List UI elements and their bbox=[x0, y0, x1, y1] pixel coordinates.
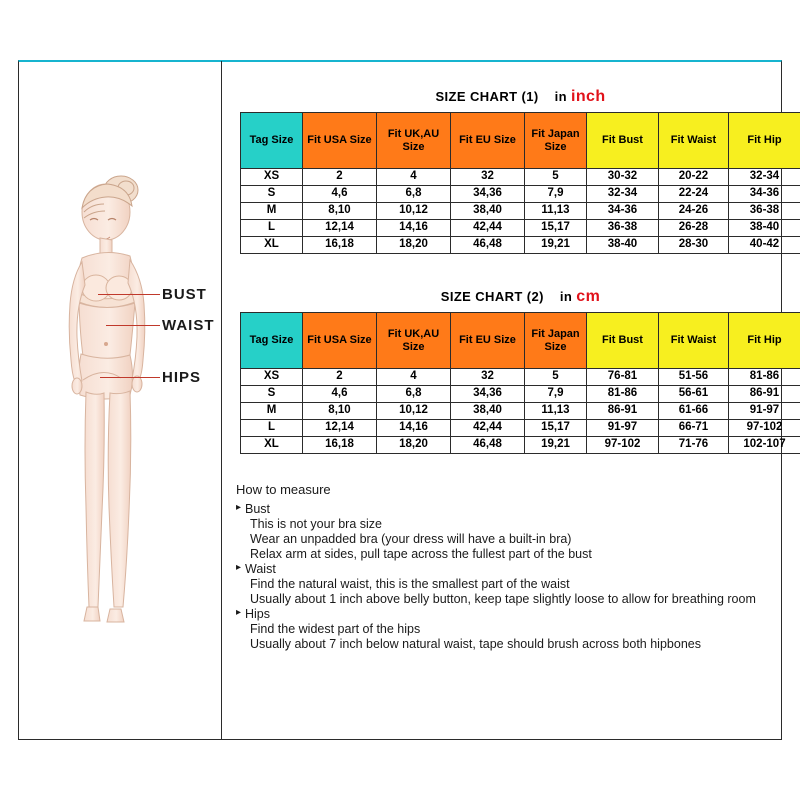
cell-tag-size: S bbox=[241, 386, 303, 403]
cell-jp: 7,9 bbox=[525, 186, 587, 203]
col-header-fit-bust: Fit Bust bbox=[587, 113, 659, 169]
table-header-row bbox=[241, 113, 800, 169]
waist-leader-line bbox=[106, 325, 160, 326]
cell-tag-size: L bbox=[241, 420, 303, 437]
cell-hip: 40-42 bbox=[729, 237, 800, 254]
cell-eu: 42,44 bbox=[451, 420, 525, 437]
cell-waist: 66-71 bbox=[659, 420, 729, 437]
cell-jp: 5 bbox=[525, 169, 587, 186]
cell-uk: 4 bbox=[377, 169, 451, 186]
size-chart-1-unit-label: in bbox=[554, 89, 567, 104]
size-chart-1-title-text: SIZE CHART (1) bbox=[435, 89, 539, 104]
cell-uk: 10,12 bbox=[377, 203, 451, 220]
table-row bbox=[241, 437, 800, 454]
cell-usa: 12,14 bbox=[303, 220, 377, 237]
cell-hip: 81-86 bbox=[729, 369, 800, 386]
col-header-fit-waist: Fit Waist bbox=[659, 313, 729, 369]
cell-hip: 36-38 bbox=[729, 203, 800, 220]
cell-tag-size: XS bbox=[241, 169, 303, 186]
cell-bust: 32-34 bbox=[587, 186, 659, 203]
cell-waist: 26-28 bbox=[659, 220, 729, 237]
cell-usa: 2 bbox=[303, 369, 377, 386]
cell-bust: 30-32 bbox=[587, 169, 659, 186]
cell-hip: 34-36 bbox=[729, 186, 800, 203]
cell-eu: 46,48 bbox=[451, 237, 525, 254]
cell-hip: 32-34 bbox=[729, 169, 800, 186]
col-header-uk-au-size: Fit UK,AU Size bbox=[377, 113, 451, 169]
cell-waist: 71-76 bbox=[659, 437, 729, 454]
cell-bust: 38-40 bbox=[587, 237, 659, 254]
col-header-japan-size: Fit Japan Size bbox=[525, 113, 587, 169]
cell-jp: 5 bbox=[525, 369, 587, 386]
cell-waist: 24-26 bbox=[659, 203, 729, 220]
cell-eu: 32 bbox=[451, 169, 525, 186]
cell-bust: 36-38 bbox=[587, 220, 659, 237]
cell-uk: 18,20 bbox=[377, 237, 451, 254]
col-header-usa-size: Fit USA Size bbox=[303, 313, 377, 369]
cell-tag-size: M bbox=[241, 403, 303, 420]
waist-line-1: Find the natural waist, this is the smallest part of the waist bbox=[250, 577, 570, 591]
cell-uk: 10,12 bbox=[377, 403, 451, 420]
table-row bbox=[241, 186, 800, 203]
col-header-eu-size: Fit EU Size bbox=[451, 113, 525, 169]
cell-jp: 15,17 bbox=[525, 420, 587, 437]
bust-line-2: Wear an unpadded bra (your dress will have a built-in bra) bbox=[250, 532, 572, 546]
table-row bbox=[241, 369, 800, 386]
cell-usa: 12,14 bbox=[303, 420, 377, 437]
cell-eu: 38,40 bbox=[451, 403, 525, 420]
cell-usa: 8,10 bbox=[303, 203, 377, 220]
table-row bbox=[241, 220, 800, 237]
cell-waist: 22-24 bbox=[659, 186, 729, 203]
cell-jp: 15,17 bbox=[525, 220, 587, 237]
cell-usa: 4,6 bbox=[303, 386, 377, 403]
cell-bust: 97-102 bbox=[587, 437, 659, 454]
cell-eu: 42,44 bbox=[451, 220, 525, 237]
bust-line-3: Relax arm at sides, pull tape across the fullest part of the bust bbox=[250, 547, 592, 561]
size-chart-2-title bbox=[240, 284, 800, 312]
cell-uk: 6,8 bbox=[377, 386, 451, 403]
cell-hip: 86-91 bbox=[729, 386, 800, 403]
cell-uk: 14,16 bbox=[377, 220, 451, 237]
cell-waist: 28-30 bbox=[659, 237, 729, 254]
female-figure-illustration bbox=[20, 62, 220, 738]
cell-uk: 14,16 bbox=[377, 420, 451, 437]
cell-bust: 34-36 bbox=[587, 203, 659, 220]
table-row bbox=[241, 203, 800, 220]
cell-hip: 97-102 bbox=[729, 420, 800, 437]
cell-usa: 16,18 bbox=[303, 437, 377, 454]
how-to-measure-group-waist bbox=[236, 562, 776, 606]
size-chart-2-block bbox=[240, 284, 800, 454]
cell-tag-size: XS bbox=[241, 369, 303, 386]
how-to-measure-section bbox=[236, 482, 776, 652]
table-header-row bbox=[241, 313, 800, 369]
cell-usa: 8,10 bbox=[303, 403, 377, 420]
col-header-tag-size: Tag Size bbox=[241, 113, 303, 169]
size-chart-2-table bbox=[240, 312, 800, 454]
cell-eu: 32 bbox=[451, 369, 525, 386]
size-chart-1-unit: inch bbox=[571, 88, 606, 105]
hips-line-2: Usually about 7 inch below natural waist, tape should brush across both hipbones bbox=[250, 637, 701, 651]
cell-jp: 11,13 bbox=[525, 203, 587, 220]
hips-line-1: Find the widest part of the hips bbox=[250, 622, 421, 636]
hips-leader-line bbox=[100, 377, 160, 378]
how-to-measure-group-bust bbox=[236, 502, 776, 561]
cell-bust: 81-86 bbox=[587, 386, 659, 403]
cell-usa: 4,6 bbox=[303, 186, 377, 203]
table-row bbox=[241, 386, 800, 403]
col-header-usa-size: Fit USA Size bbox=[303, 113, 377, 169]
size-chart-1-block bbox=[240, 84, 800, 254]
cell-jp: 11,13 bbox=[525, 403, 587, 420]
hips-label: HIPS bbox=[162, 369, 202, 386]
table-row bbox=[241, 237, 800, 254]
col-header-tag-size: Tag Size bbox=[241, 313, 303, 369]
cell-tag-size: M bbox=[241, 203, 303, 220]
col-header-fit-hip: Fit Hip bbox=[729, 313, 800, 369]
size-chart-2-unit: cm bbox=[576, 288, 601, 305]
bullet-waist: ▸ Waist bbox=[236, 562, 776, 576]
cell-tag-size: L bbox=[241, 220, 303, 237]
waist-label: WAIST bbox=[162, 317, 215, 334]
cell-jp: 7,9 bbox=[525, 386, 587, 403]
cell-uk: 18,20 bbox=[377, 437, 451, 454]
cell-bust: 86-91 bbox=[587, 403, 659, 420]
col-header-fit-hip: Fit Hip bbox=[729, 113, 800, 169]
col-header-uk-au-size: Fit UK,AU Size bbox=[377, 313, 451, 369]
cell-waist: 51-56 bbox=[659, 369, 729, 386]
cell-waist: 61-66 bbox=[659, 403, 729, 420]
cell-jp: 19,21 bbox=[525, 237, 587, 254]
table-row bbox=[241, 169, 800, 186]
cell-eu: 46,48 bbox=[451, 437, 525, 454]
bullet-hips: ▸ Hips bbox=[236, 607, 776, 621]
col-header-fit-waist: Fit Waist bbox=[659, 113, 729, 169]
figure-label-group bbox=[140, 62, 240, 738]
cell-eu: 38,40 bbox=[451, 203, 525, 220]
cell-uk: 6,8 bbox=[377, 186, 451, 203]
cell-tag-size: XL bbox=[241, 237, 303, 254]
size-chart-1-table bbox=[240, 112, 800, 254]
waist-line-2: Usually about 1 inch above belly button, keep tape slightly loose to allow for breathing room bbox=[250, 592, 756, 606]
cell-hip: 102-107 bbox=[729, 437, 800, 454]
cell-waist: 20-22 bbox=[659, 169, 729, 186]
cell-hip: 91-97 bbox=[729, 403, 800, 420]
col-header-japan-size: Fit Japan Size bbox=[525, 313, 587, 369]
size-chart-2-title-text: SIZE CHART (2) bbox=[440, 289, 544, 304]
table-row bbox=[241, 403, 800, 420]
bust-line-1: This is not your bra size bbox=[250, 517, 382, 531]
cell-tag-size: S bbox=[241, 186, 303, 203]
size-chart-1-title bbox=[240, 84, 800, 112]
bust-leader-line bbox=[98, 294, 160, 295]
size-chart-2-unit-label: in bbox=[559, 289, 573, 304]
how-to-measure-group-hips bbox=[236, 607, 776, 651]
cell-tag-size: XL bbox=[241, 437, 303, 454]
cell-usa: 2 bbox=[303, 169, 377, 186]
col-header-eu-size: Fit EU Size bbox=[451, 313, 525, 369]
cell-waist: 56-61 bbox=[659, 386, 729, 403]
table-row bbox=[241, 420, 800, 437]
cell-bust: 91-97 bbox=[587, 420, 659, 437]
cell-eu: 34,36 bbox=[451, 186, 525, 203]
cell-hip: 38-40 bbox=[729, 220, 800, 237]
cell-uk: 4 bbox=[377, 369, 451, 386]
cell-bust: 76-81 bbox=[587, 369, 659, 386]
cell-usa: 16,18 bbox=[303, 237, 377, 254]
how-to-measure-heading: How to measure bbox=[236, 482, 331, 497]
cell-jp: 19,21 bbox=[525, 437, 587, 454]
col-header-fit-bust: Fit Bust bbox=[587, 313, 659, 369]
cell-eu: 34,36 bbox=[451, 386, 525, 403]
bullet-bust: ▸ Bust bbox=[236, 502, 776, 516]
bust-label: BUST bbox=[162, 286, 207, 303]
